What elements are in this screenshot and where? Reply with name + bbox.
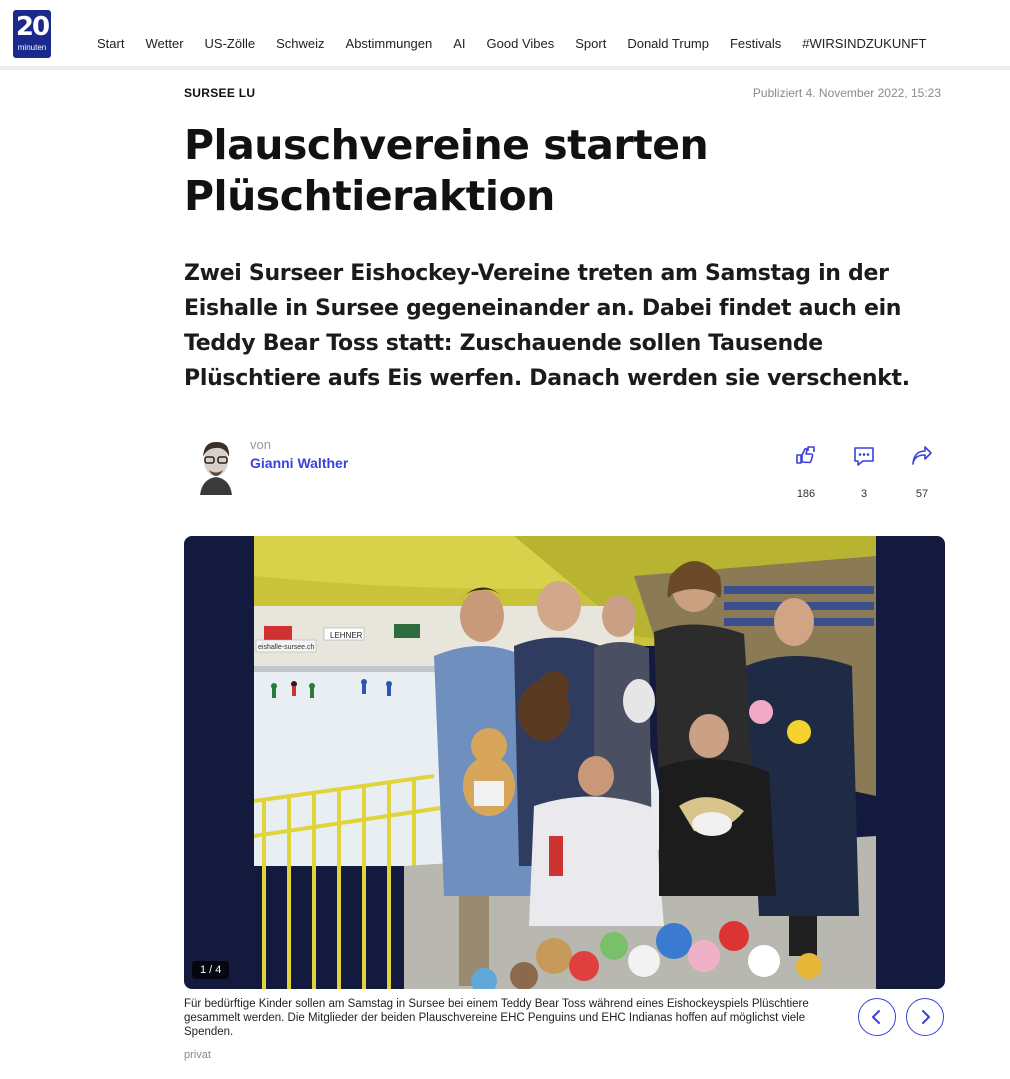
author-avatar[interactable] bbox=[192, 435, 240, 495]
comment-icon bbox=[851, 443, 877, 469]
nav-item-donald-trump[interactable]: Donald Trump bbox=[627, 36, 709, 51]
nav-item-sport[interactable]: Sport bbox=[575, 36, 607, 51]
nav-item-good-vibes[interactable]: Good Vibes bbox=[486, 36, 555, 51]
photo-credit: privat bbox=[184, 1049, 211, 1061]
shares-count: 57 bbox=[915, 488, 929, 500]
reactions-count: 186 bbox=[796, 488, 816, 500]
title-line-2: Plüschtieraktion bbox=[184, 172, 555, 220]
nav-item-abstimmungen[interactable]: Abstimmungen bbox=[345, 36, 433, 51]
chevron-left-icon bbox=[869, 1009, 885, 1025]
comments-button[interactable] bbox=[844, 443, 884, 500]
title-line-1: Plauschvereine starten bbox=[184, 121, 709, 169]
share-button[interactable] bbox=[902, 443, 942, 500]
article-title bbox=[184, 120, 884, 222]
nav-item-wetter[interactable]: Wetter bbox=[145, 36, 184, 51]
gallery-caption: Für bedürftige Kinder sollen am Samstag in Sursee bei einem Teddy Bear Toss während eines Eishockeyspiels Plüschtiere gesammelt werden. Die Mitglieder der beiden Plauschvereine EHC Penguins und EHC Indianas hoffen auf möglichst viele Spenden. bbox=[184, 998, 809, 1038]
main-nav bbox=[97, 36, 948, 52]
reactions-button[interactable] bbox=[786, 443, 826, 500]
photo-banner-text: eishalle-sursee.ch bbox=[258, 644, 315, 651]
reactions-icon bbox=[793, 443, 819, 469]
site-logo[interactable] bbox=[13, 10, 51, 58]
image-gallery[interactable] bbox=[184, 536, 945, 989]
gallery-counter: 1 / 4 bbox=[192, 961, 229, 979]
logo-word: minuten bbox=[17, 43, 47, 52]
nav-item-us-zoelle[interactable]: US-Zölle bbox=[204, 36, 256, 51]
nav-item-ai[interactable]: AI bbox=[453, 36, 466, 51]
author-prefix: von bbox=[250, 437, 271, 452]
nav-item-start[interactable]: Start bbox=[97, 36, 125, 51]
gallery-next-button[interactable] bbox=[906, 998, 944, 1036]
chevron-right-icon bbox=[917, 1009, 933, 1025]
site-header bbox=[0, 0, 1010, 70]
gallery-photo[interactable] bbox=[254, 536, 876, 989]
logo-number: 20 bbox=[15, 12, 49, 42]
article-lead: Zwei Surseer Eishockey-Vereine treten am Samstag in der Eishalle in Sursee gegeneinander an. Dabei findet auch ein Teddy Bear Toss statt: Zuschauende sollen Tausende Plüschtiere aufs Eis werfen. Danach werden sie verschenkt. bbox=[184, 261, 910, 391]
photo-sign-text: LEHNER bbox=[330, 631, 363, 640]
nav-item-festivals[interactable]: Festivals bbox=[729, 36, 782, 51]
nav-item-schweiz[interactable]: Schweiz bbox=[276, 36, 325, 51]
share-icon bbox=[909, 443, 935, 469]
publish-date: Publiziert 4. November 2022, 15:23 bbox=[752, 86, 941, 100]
gallery-prev-button[interactable] bbox=[858, 998, 896, 1036]
nav-item-wirsindzukunft[interactable]: #WIRSINDZUKUNFT bbox=[802, 36, 927, 51]
author-name[interactable]: Gianni Walther bbox=[250, 455, 349, 471]
comments-count: 3 bbox=[860, 488, 868, 500]
article-kicker: SURSEE LU bbox=[184, 86, 256, 100]
